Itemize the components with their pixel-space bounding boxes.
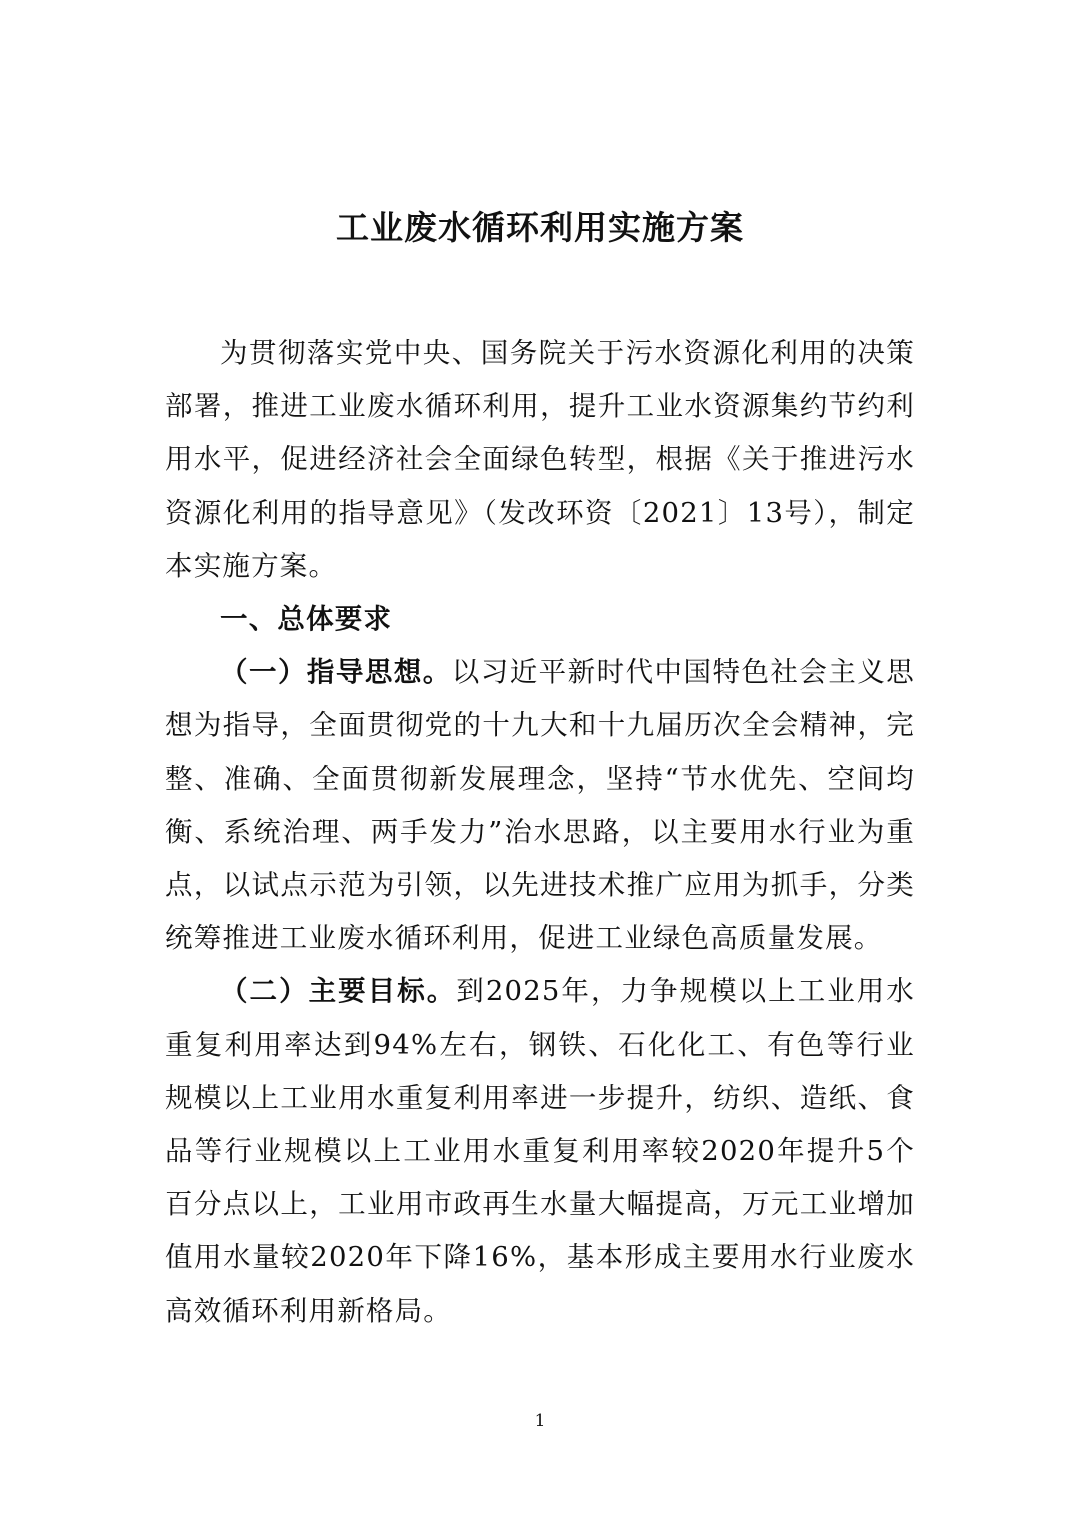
document-body <box>165 327 915 1338</box>
intro-paragraph: 为贯彻落实党中央、国务院关于污水资源化利用的决策部署，推进工业废水循环利用，提升工业水资源集约节约利用水平，促进经济社会全面绿色转型，根据《关于推进污水资源化利用的指导意见》（发改环资〔2021〕13号），制定本实施方案。 <box>165 337 915 582</box>
main-goals-paragraph <box>165 965 915 1337</box>
guiding-ideology-lead: （一）指导思想。 <box>220 656 452 689</box>
guiding-ideology-text: 以习近平新时代中国特色社会主义思想为指导，全面贯彻党的十九大和十九届历次全会精神，完整、准确、全面贯彻新发展理念，坚持“节水优先、空间均衡、系统治理、两手发力”治水思路，以主要用水行业为重点，以试点示范为引领，以先进技术推广应用为抓手，分类统筹推进工业废水循环利用，促进工业绿色高质量发展。 <box>165 656 915 955</box>
main-goals-lead: （二）主要目标。 <box>220 975 457 1008</box>
section-heading-general-requirements: 一、总体要求 <box>220 603 393 636</box>
page-number: 1 <box>534 1411 546 1431</box>
document-title: 工业废水循环利用实施方案 <box>336 208 744 247</box>
main-goals-text: 到2025年，力争规模以上工业用水重复利用率达到94%左右，钢铁、石化化工、有色等行业规模以上工业用水重复利用率进一步提升，纺织、造纸、食品等行业规模以上工业用水重复利用率较2020年提升5个百分点以上，工业用市政再生水量大幅提高，万元工业增加值用水量较2020年下降16%，基本形成主要用水行业废水高效循环利用新格局。 <box>165 975 915 1327</box>
guiding-ideology-paragraph <box>165 646 915 965</box>
